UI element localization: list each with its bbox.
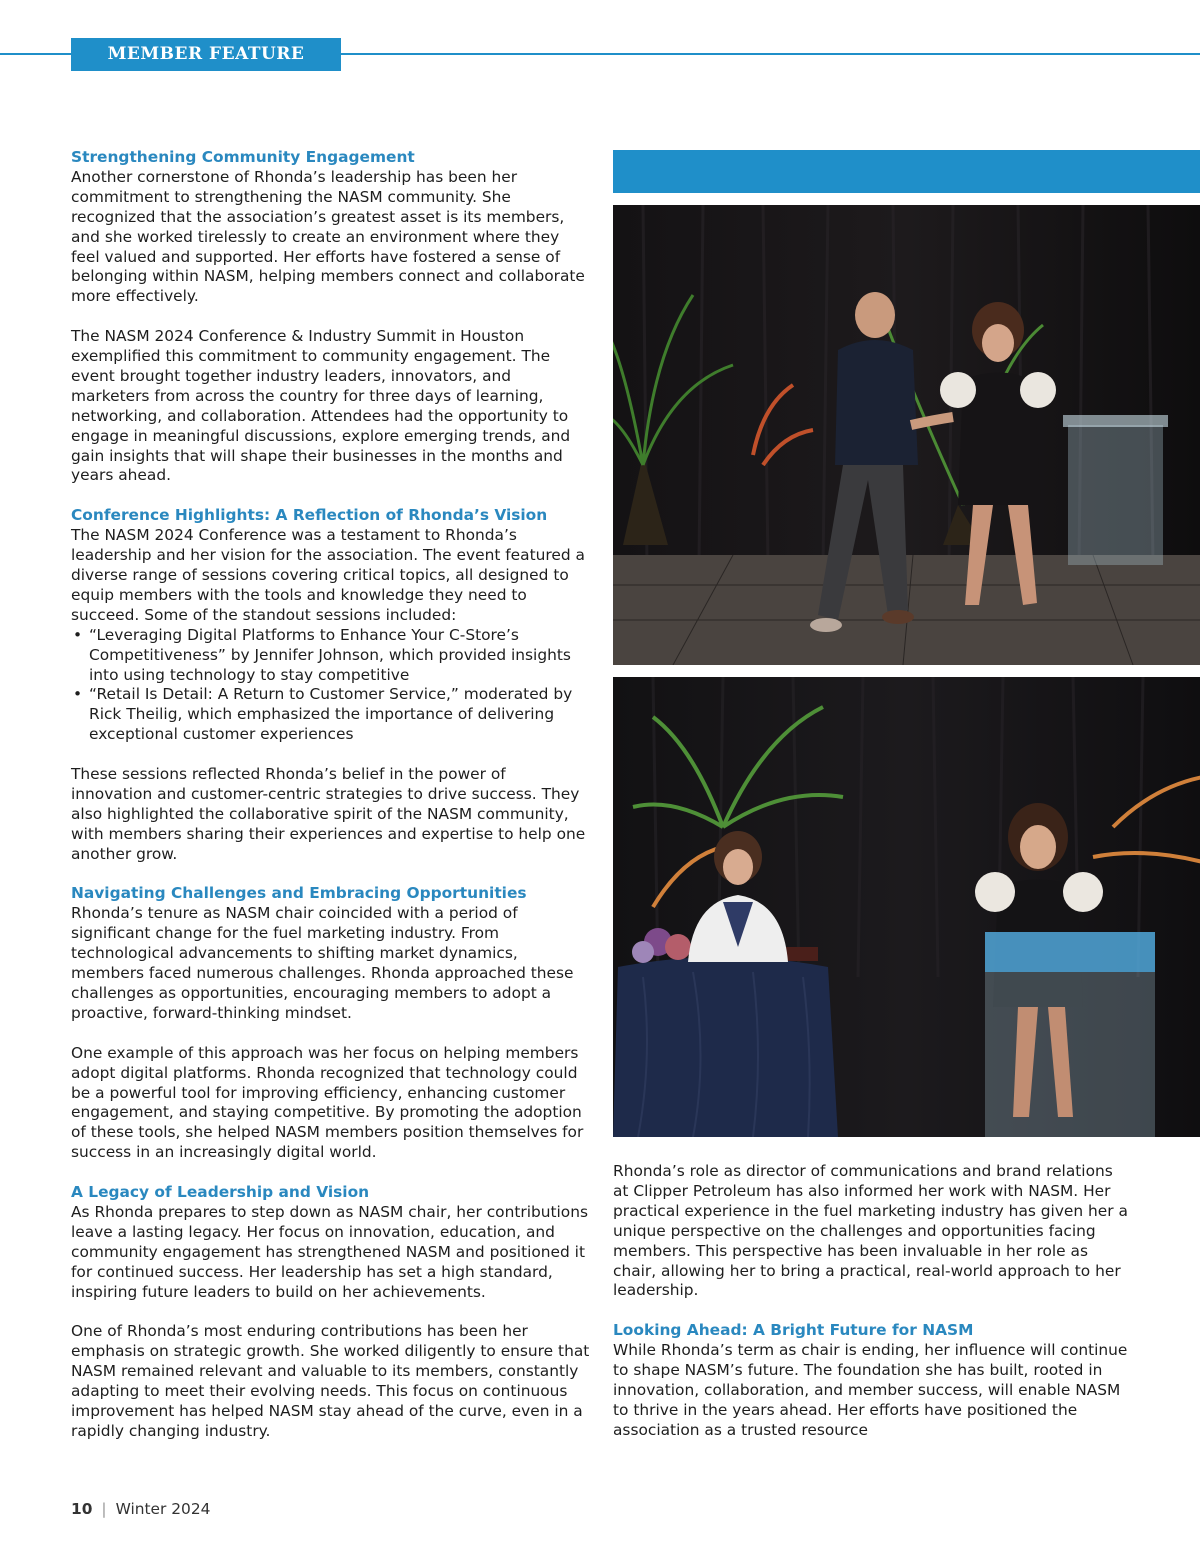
paragraph: The NASM 2024 Conference & Industry Summit in Houston exemplified this commitment to community engagement. The event brought together industry leaders, innovators, and marketers from across the country for three days of learning, networking, and collaboration. Attendees had the opportunity to engage in meaningful discussions, explore emerging trends, and gain insights that will shape their businesses in the months and years ahead. — [71, 327, 571, 485]
paragraph: Another cornerstone of Rhonda’s leadership has been her commitment to strengthening the NASM community. She recognized that the association’s greatest asset is its members, and she worked tirelessly to create an environment where they feel valued and supported. Her efforts have fostered a sense of belonging within NASM, helping members connect and collaborate more effectively. — [71, 167, 585, 306]
section-tag: MEMBER FEATURE — [71, 38, 341, 71]
photo-handshake-on-stage — [613, 205, 1200, 665]
paragraph: One of Rhonda’s most enduring contributions has been her emphasis on strategic growth. She worked diligently to ensure that NASM remained relevant and valuable to its members, constantly adapting to meet their evolving needs. This focus on continuous improvement has helped NASM stay ahead of the curve, even in a rapidly changing industry. — [71, 1322, 590, 1440]
right-column — [613, 1162, 1133, 1461]
paragraph: Rhonda’s tenure as NASM chair coincided with a period of significant change for the fuel marketing industry. From technological advancements to shifting market dynamics, members faced numerous challenges. Rhonda approached these challenges as opportunities, encouraging members to adopt a proactive, forward-thinking mindset. — [71, 904, 574, 1022]
heading-conference-highlights: Conference Highlights: A Reflection of Rhonda’s Vision — [71, 506, 548, 525]
paragraph: Rhonda’s role as director of communications and brand relations at Clipper Petroleum has also informed her work with NASM. Her practical experience in the fuel marketing industry has given her a unique perspective on the challenges and opportunities facing members. This perspective has been invaluable in her role as chair, allowing her to bring a practical, real-world approach to her leadership. — [613, 1162, 1128, 1300]
heading-community-engagement: Strengthening Community Engagement — [71, 148, 415, 166]
left-column — [71, 148, 591, 1462]
paragraph: The NASM 2024 Conference was a testament to Rhonda’s leadership and her vision for the association. The event featured a diverse range of sessions covering critical topics, all designed to equip members with the tools and knowledge they need to succeed. Some of the standout sessions included: — [71, 526, 585, 624]
heading-looking-ahead: Looking Ahead: A Bright Future for NASM — [613, 1321, 974, 1340]
heading-challenges: Navigating Challenges and Embracing Opportunities — [71, 884, 527, 903]
sessions-list — [71, 626, 591, 745]
paragraph: One example of this approach was her focus on helping members adopt digital platforms. Rhonda recognized that technology could be a powerful tool for improving efficiency, enhancing customer engagement, and staying competitive. By promoting the adoption of these tools, she helped NASM members position themselves for success in an increasingly digital world. — [71, 1043, 584, 1162]
paragraph: As Rhonda prepares to step down as NASM chair, her contributions leave a lasting legacy. Her focus on innovation, education, and community engagement has strengthened NASM and positioned it for continued success. Her leadership has set a high standard, inspiring future leaders to build on her achievements. — [71, 1202, 588, 1301]
list-item: • “Leveraging Digital Platforms to Enhance Your C-Store’s Competitiveness” by Jennifer Johnson, which provided insights into using technology to stay competitive — [71, 626, 591, 686]
caption-bar — [613, 150, 1200, 193]
paragraph: These sessions reflected Rhonda’s belief in the power of innovation and customer-centric strategies to drive success. They also highlighted the collaborative spirit of the NASM community, with members sharing their experiences and expertise to help one another grow. — [71, 765, 586, 863]
page-footer — [71, 1499, 210, 1519]
footer-separator: | — [101, 1500, 107, 1518]
list-item: • “Retail Is Detail: A Return to Customer Service,” moderated by Rick Theilig, which emphasized the importance of delivering exceptional customer experiences — [71, 685, 591, 745]
issue-label: Winter 2024 — [115, 1500, 211, 1518]
heading-legacy: A Legacy of Leadership and Vision — [71, 1183, 370, 1202]
paragraph: While Rhonda’s term as chair is ending, her influence will continue to shape NASM’s future. The foundation she has built, rooted in innovation, collaboration, and member success, will enable NASM to thrive in the years ahead. Her efforts have positioned the association as a trusted resource — [613, 1341, 1128, 1439]
page-number: 10 — [71, 1500, 93, 1518]
photo-speaker-at-podium — [613, 677, 1200, 1137]
